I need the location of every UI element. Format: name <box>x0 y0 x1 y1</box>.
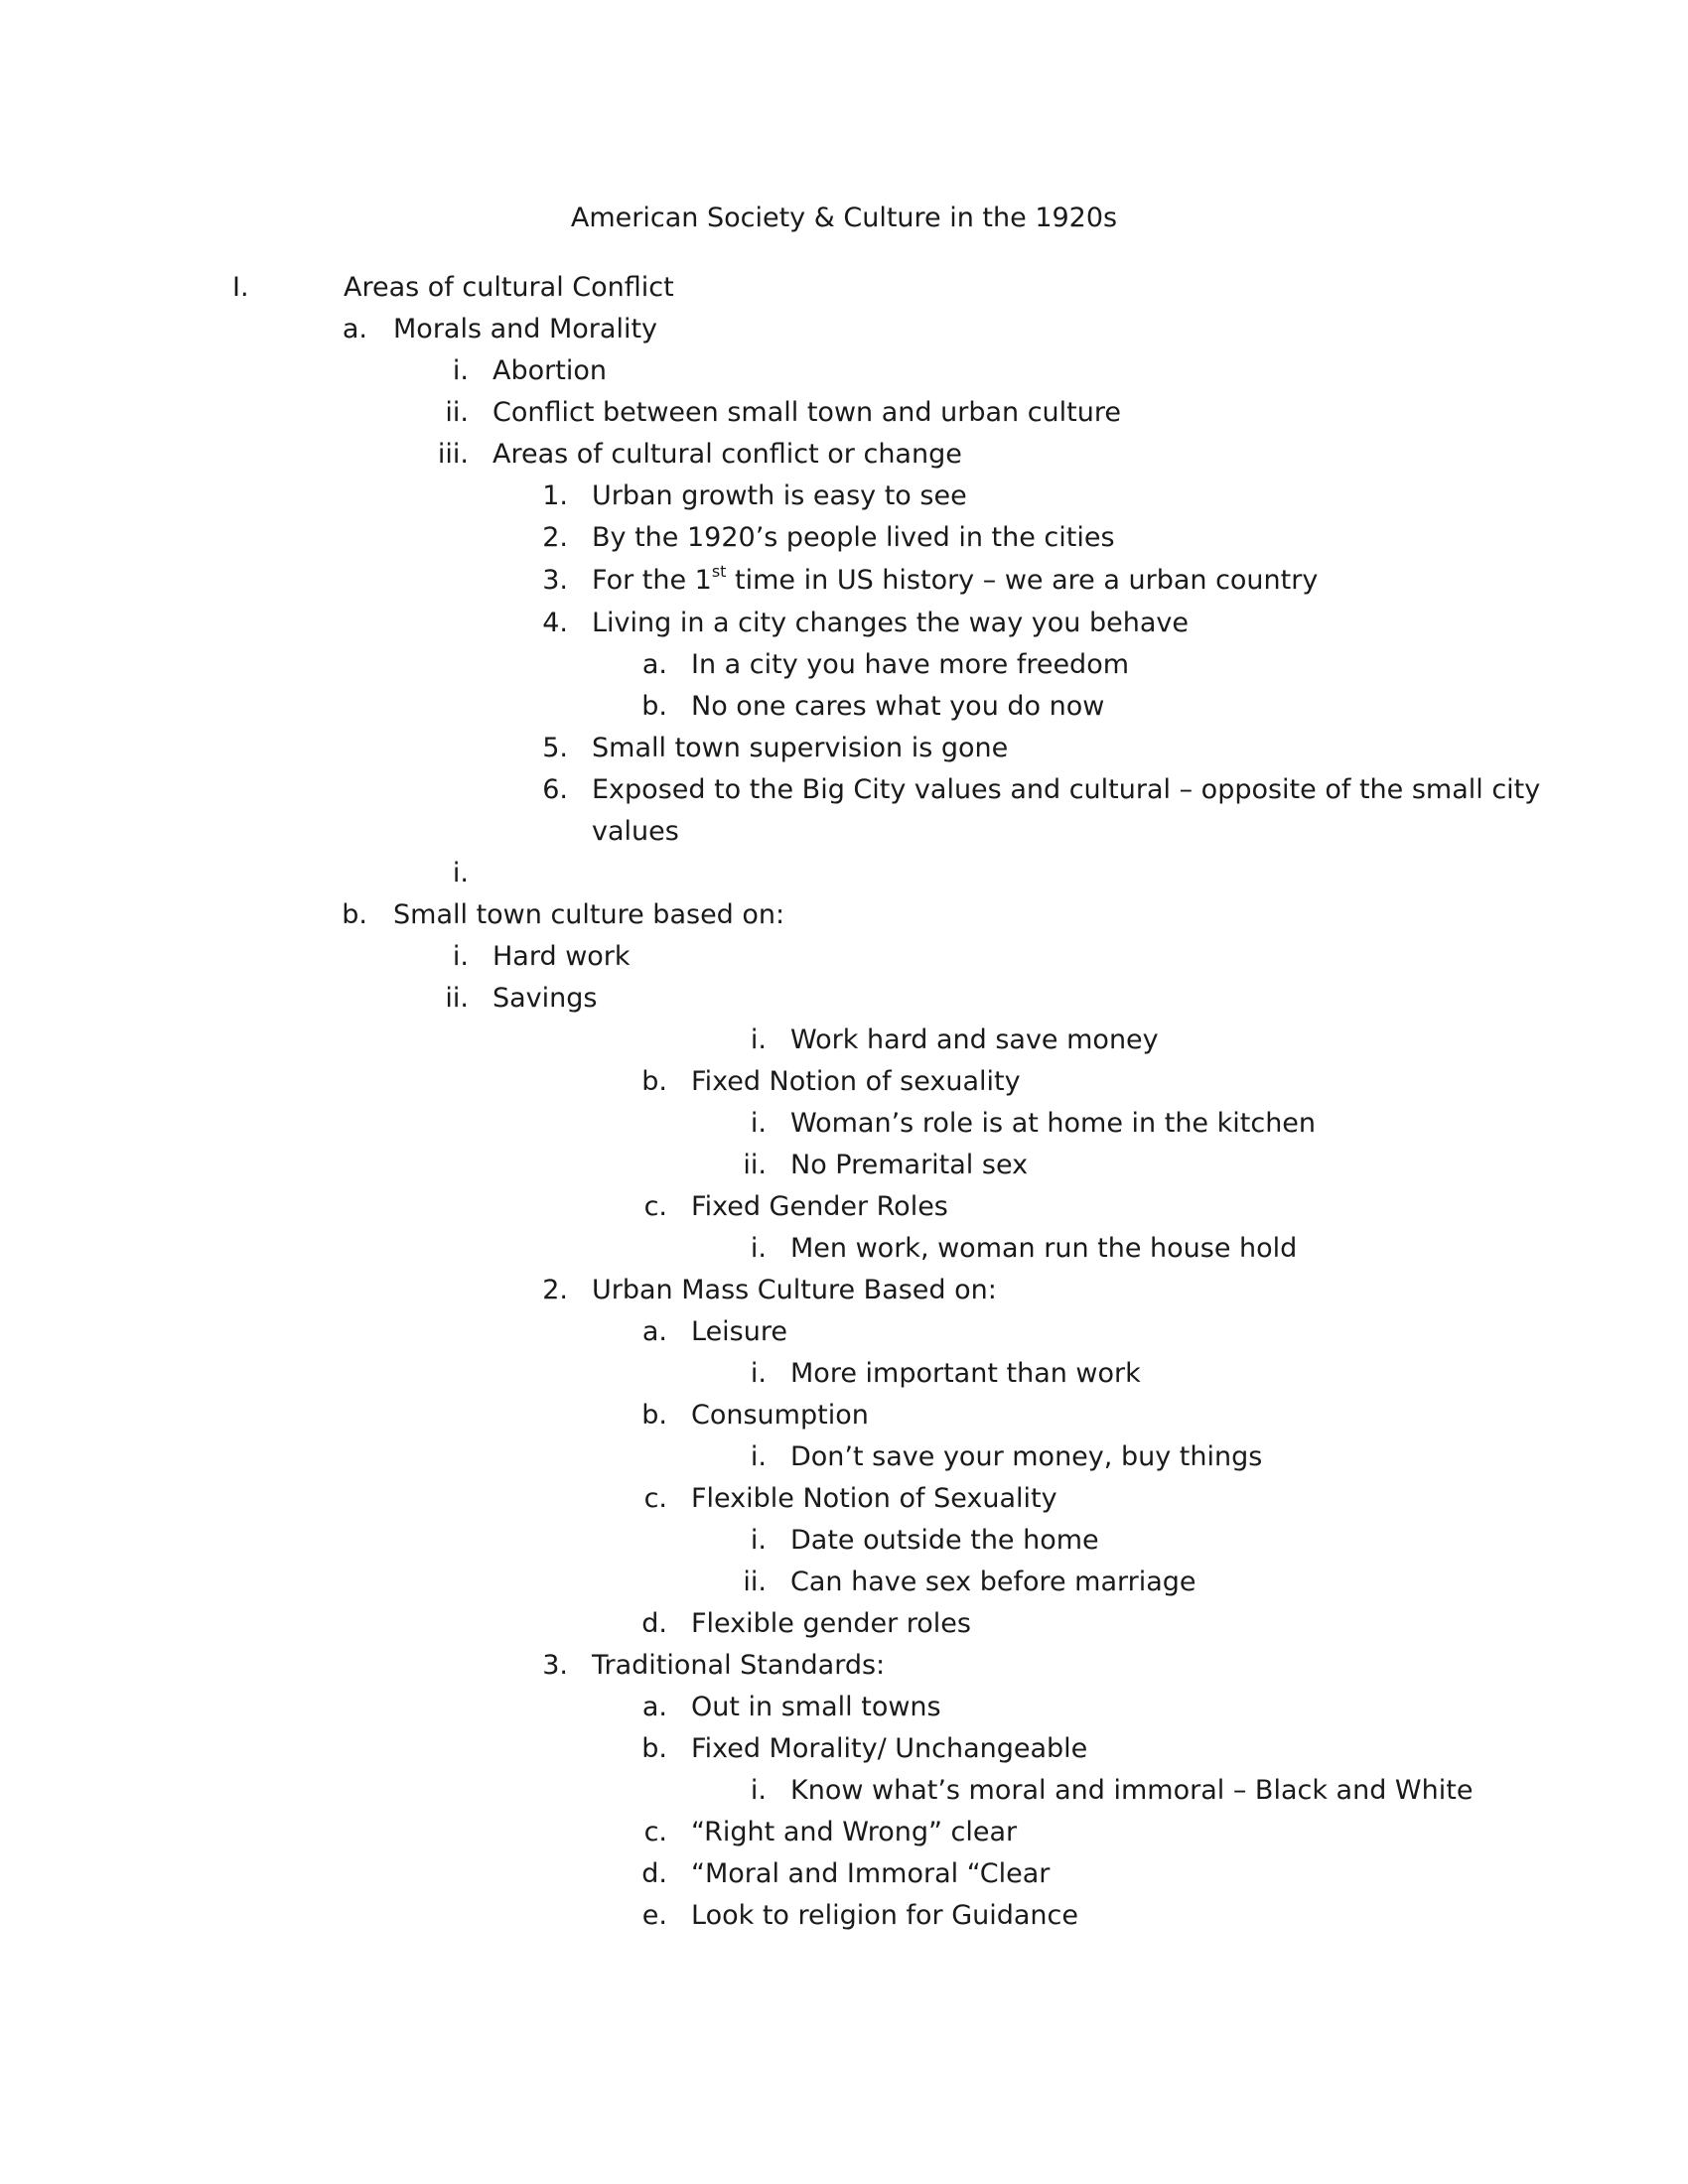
outline-marker: b. <box>641 1733 667 1764</box>
outline-marker: c. <box>643 1191 667 1222</box>
outline-marker: 5. <box>542 733 568 763</box>
outline-marker: i. <box>750 1233 767 1264</box>
outline-marker: i. <box>750 1358 767 1389</box>
outline-text: Exposed to the Big City values and cultural – opposite of the small city <box>592 774 1541 805</box>
outline-text: By the 1920’s people lived in the cities <box>592 522 1115 553</box>
outline-marker: c. <box>643 1817 667 1847</box>
outline-marker: c. <box>643 1483 667 1514</box>
outline-marker: a. <box>641 1692 667 1722</box>
page-title: American Society & Culture in the 1920s <box>570 203 1118 233</box>
outline-text-part: time in US history – we are a urban country <box>726 565 1319 596</box>
outline-text: No one cares what you do now <box>691 691 1105 722</box>
outline-marker: i. <box>452 941 469 972</box>
outline-marker: ii. <box>445 983 469 1014</box>
outline-text: Areas of cultural Conflict <box>344 272 674 303</box>
outline-text: More important than work <box>790 1358 1141 1389</box>
outline-marker: b. <box>641 691 667 722</box>
outline-text: Fixed Notion of sexuality <box>691 1066 1021 1097</box>
outline-marker: i. <box>750 1108 767 1139</box>
outline-text: Leisure <box>691 1316 787 1347</box>
outline-text: Fixed Morality/ Unchangeable <box>691 1733 1088 1764</box>
outline-text: Can have sex before marriage <box>790 1567 1196 1597</box>
outline-text: No Premarital sex <box>790 1150 1029 1180</box>
outline-marker: 3. <box>542 1650 568 1681</box>
outline-marker: ii. <box>743 1150 767 1180</box>
outline-text: Know what’s moral and immoral – Black and White <box>790 1775 1474 1806</box>
outline-marker: I. <box>232 272 249 303</box>
outline-marker: d. <box>641 1858 667 1889</box>
outline-text: Out in small towns <box>691 1692 941 1722</box>
outline-marker: ii. <box>445 397 469 428</box>
outline-marker: 4. <box>542 608 568 638</box>
outline-text: In a city you have more freedom <box>691 649 1130 680</box>
outline-text: Small town culture based on: <box>393 899 785 930</box>
outline-text: Hard work <box>492 941 631 972</box>
outline-marker: i. <box>452 858 469 888</box>
outline-text: Savings <box>492 983 598 1014</box>
outline-marker: a. <box>342 314 367 344</box>
outline-text: Woman’s role is at home in the kitchen <box>790 1108 1317 1139</box>
outline-marker: b. <box>641 1066 667 1097</box>
outline-text: Morals and Morality <box>393 314 658 344</box>
outline-text: Fixed Gender Roles <box>691 1191 948 1222</box>
outline-marker: i. <box>750 1024 767 1055</box>
outline-marker: iii. <box>437 439 469 470</box>
outline-marker: 2. <box>542 522 568 553</box>
outline-marker: ii. <box>743 1567 767 1597</box>
outline-text: Men work, woman run the house hold <box>790 1233 1298 1264</box>
outline-text: Date outside the home <box>790 1525 1099 1556</box>
outline-marker: e. <box>641 1900 667 1931</box>
outline-text: Areas of cultural conflict or change <box>492 439 962 470</box>
outline-marker: 1. <box>542 480 568 511</box>
outline-text-part: For the 1 <box>592 565 712 596</box>
outline-text: Urban growth is easy to see <box>592 480 967 511</box>
outline-marker: 2. <box>542 1275 568 1305</box>
outline-text: values <box>592 816 679 847</box>
outline-text: Urban Mass Culture Based on: <box>592 1275 997 1305</box>
outline-marker: a. <box>641 1316 667 1347</box>
outline-marker: 3. <box>542 565 568 596</box>
outline-text: Abortion <box>492 355 607 386</box>
outline-text: “Right and Wrong” clear <box>691 1817 1018 1847</box>
outline-text: Consumption <box>691 1400 869 1431</box>
outline-marker: a. <box>641 649 667 680</box>
outline-marker: d. <box>641 1608 667 1639</box>
outline-marker: b. <box>641 1400 667 1431</box>
outline-text: “Moral and Immoral “Clear <box>691 1858 1051 1889</box>
outline-marker: i. <box>452 355 469 386</box>
outline-text: Flexible Notion of Sexuality <box>691 1483 1057 1514</box>
outline-text: Flexible gender roles <box>691 1608 971 1639</box>
outline-marker: 6. <box>542 774 568 805</box>
outline-marker: i. <box>750 1775 767 1806</box>
outline-marker: i. <box>750 1525 767 1556</box>
ordinal-superscript: st <box>711 562 727 581</box>
outline-text: Conflict between small town and urban culture <box>492 397 1121 428</box>
outline-text: Traditional Standards: <box>592 1650 886 1681</box>
outline-text <box>592 561 1318 601</box>
outline-text: Small town supervision is gone <box>592 733 1009 763</box>
outline-text: Work hard and save money <box>790 1024 1159 1055</box>
outline-text: Living in a city changes the way you behave <box>592 608 1189 638</box>
outline-marker: b. <box>342 899 367 930</box>
outline-marker: i. <box>750 1441 767 1472</box>
outline-text: Look to religion for Guidance <box>691 1900 1078 1931</box>
outline-text: Don’t save your money, buy things <box>790 1441 1263 1472</box>
